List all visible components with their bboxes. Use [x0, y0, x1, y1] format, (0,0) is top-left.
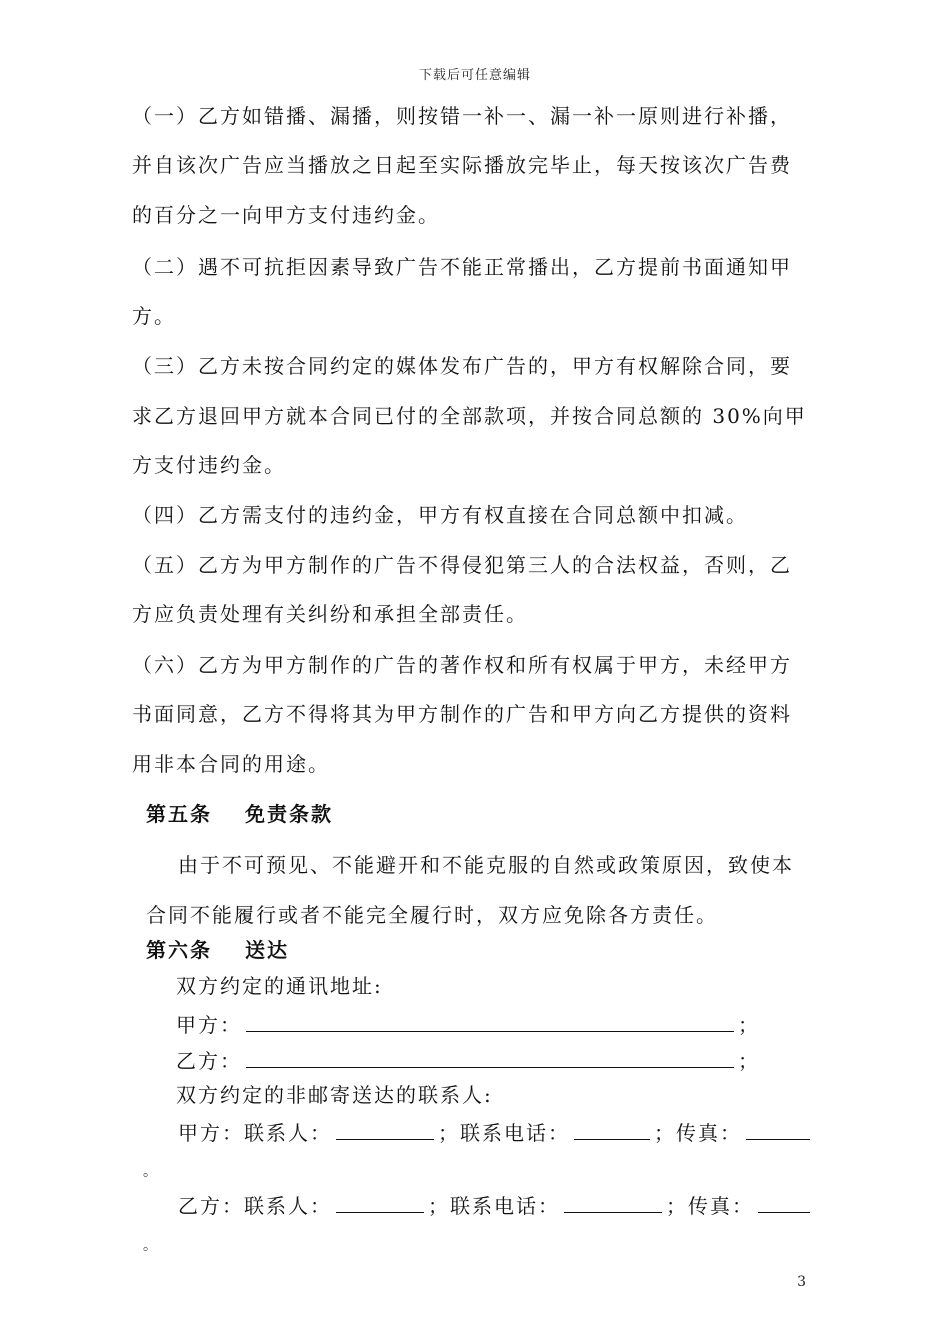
- party-b-label: 乙方：: [176, 1049, 242, 1073]
- clause-3-line-2: 求乙方退回甲方就本合同已付的全部款项，并按合同总额的 30%向甲: [132, 404, 807, 428]
- party-a-address-row: [176, 1009, 760, 1039]
- article-5-body-line-2: 合同不能履行或者不能完全履行时，双方应免除各方责任。: [146, 903, 718, 927]
- clause-3-line-1: （三）乙方未按合同约定的媒体发布广告的，甲方有权解除合同，要: [132, 354, 792, 378]
- article-5-body-line-1: 由于不可预见、不能避开和不能克服的自然或政策原因，致使本: [178, 853, 794, 877]
- party-a-contact-field[interactable]: [336, 1117, 434, 1140]
- party-b-contact-field[interactable]: [336, 1190, 424, 1213]
- page-number: 3: [797, 1274, 806, 1290]
- party-b-contact-label: 乙方：: [178, 1194, 244, 1218]
- party-b-phone-field[interactable]: [564, 1190, 662, 1213]
- clause-5-line-1: （五）乙方为甲方制作的广告不得侵犯第三人的合法权益，否则，乙: [132, 553, 792, 577]
- contact-intro: 双方约定的非邮寄送达的联系人:: [176, 1083, 493, 1107]
- party-a-address-field[interactable]: [246, 1009, 734, 1032]
- party-b-contact-row: [178, 1190, 814, 1220]
- page-header: 下载后可任意编辑: [418, 68, 531, 83]
- clause-6-line-1: （六）乙方为甲方制作的广告的著作权和所有权属于甲方，未经甲方: [132, 653, 792, 677]
- party-b-address-field[interactable]: [246, 1045, 734, 1068]
- article-5-title: 免责条款: [245, 802, 333, 826]
- contact-person-label: 联系人：: [244, 1194, 332, 1218]
- address-intro: 双方约定的通讯地址:: [176, 974, 383, 998]
- party-a-phone-field[interactable]: [574, 1117, 650, 1140]
- party-a-fax-field[interactable]: [746, 1117, 810, 1140]
- article-6-title: 送达: [245, 938, 289, 962]
- clause-3-line-3: 方支付违约金。: [132, 453, 286, 477]
- phone-label: ；联系电话：: [438, 1121, 570, 1145]
- fax-label: ；传真：: [666, 1194, 754, 1218]
- party-a-period: 。: [143, 1164, 159, 1180]
- clause-5-line-2: 方应负责处理有关纠纷和承担全部责任。: [132, 602, 528, 626]
- semicolon: ；: [738, 1049, 760, 1073]
- party-b-address-row: [176, 1045, 760, 1075]
- party-b-period: 。: [143, 1238, 159, 1254]
- party-a-label: 甲方：: [176, 1013, 242, 1037]
- phone-label: ；联系电话：: [428, 1194, 560, 1218]
- article-5-number: 第五条: [146, 802, 212, 826]
- party-b-fax-field[interactable]: [758, 1190, 810, 1213]
- clause-1-line-1: （一）乙方如错播、漏播，则按错一补一、漏一补一原则进行补播，: [132, 104, 792, 128]
- clause-4-line-1: （四）乙方需支付的违约金，甲方有权直接在合同总额中扣减。: [132, 503, 748, 527]
- party-a-contact-row: [178, 1117, 814, 1147]
- clause-2-line-1: （二）遇不可抗拒因素导致广告不能正常播出，乙方提前书面通知甲: [132, 255, 792, 279]
- clause-6-line-3: 用非本合同的用途。: [132, 752, 330, 776]
- contact-person-label: 联系人：: [244, 1121, 332, 1145]
- clause-2-line-2: 方。: [132, 304, 176, 328]
- clause-6-line-2: 书面同意，乙方不得将其为甲方制作的广告和甲方向乙方提供的资料: [132, 702, 792, 726]
- clause-1-line-3: 的百分之一向甲方支付违约金。: [132, 203, 440, 227]
- fax-label: ；传真：: [654, 1121, 742, 1145]
- semicolon: ；: [738, 1013, 760, 1037]
- clause-1-line-2: 并自该次广告应当播放之日起至实际播放完毕止，每天按该次广告费: [132, 153, 792, 177]
- party-a-contact-label: 甲方：: [178, 1121, 244, 1145]
- article-6-number: 第六条: [146, 938, 212, 962]
